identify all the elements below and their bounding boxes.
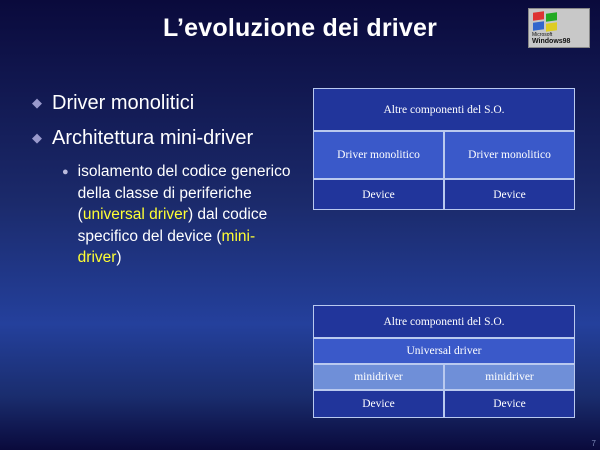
logo-text — [532, 31, 570, 45]
sub-bullet-middle: ) dal codice specifico del device ( — [77, 206, 268, 245]
diagram-top-right-driver: Driver monolitico — [444, 131, 575, 179]
sub-bullet-highlight-universal-driver: universal driver — [82, 206, 188, 223]
diagram-bottom-left-device: Device — [313, 390, 444, 418]
sub-bullet-suffix: ) — [116, 249, 122, 266]
diagram-top-right-device: Device — [444, 179, 575, 210]
dot-bullet-icon: ● — [62, 166, 69, 178]
windows-flag-icon — [533, 12, 559, 32]
bullet-item-1 — [32, 90, 307, 116]
page-number: 7 — [591, 439, 596, 448]
logo-text-main: Microsoft — [532, 32, 553, 38]
diagram-bottom-right-device: Device — [444, 390, 575, 418]
windows98-logo — [528, 8, 590, 48]
diamond-bullet-icon: ◆ — [32, 130, 42, 145]
sub-bullet-highlight-mini-driver: mini-driver — [77, 227, 256, 266]
diagram-bottom-right-minidriver: minidriver — [444, 364, 575, 390]
bullet-item-1-label: Driver monolitici — [52, 92, 195, 114]
diagram-bottom-left-minidriver: minidriver — [313, 364, 444, 390]
diagram-minidriver — [313, 305, 575, 410]
diagram-monolithic — [313, 88, 575, 222]
page-title: L’evoluzione dei driver — [162, 14, 438, 42]
diagram-top-os-components: Altre componenti del S.O. — [313, 88, 575, 131]
bullet-item-2 — [32, 125, 307, 151]
logo-text-sub: Windows98 — [532, 38, 571, 45]
diagram-top-left-device: Device — [313, 179, 444, 210]
diamond-bullet-icon: ◆ — [32, 95, 42, 110]
sub-bullet-item — [62, 161, 307, 269]
diagram-bottom-os-components: Altre componenti del S.O. — [313, 305, 575, 338]
sub-bullet-prefix: isolamento del codice generico della classe di periferiche ( — [77, 163, 291, 223]
bullet-list — [32, 90, 307, 269]
diagram-top-left-driver: Driver monolitico — [313, 131, 444, 179]
bullet-item-2-label: Architettura mini-driver — [52, 127, 254, 149]
sub-bullet-text — [78, 161, 293, 269]
diagram-bottom-universal-driver: Universal driver — [313, 338, 575, 364]
